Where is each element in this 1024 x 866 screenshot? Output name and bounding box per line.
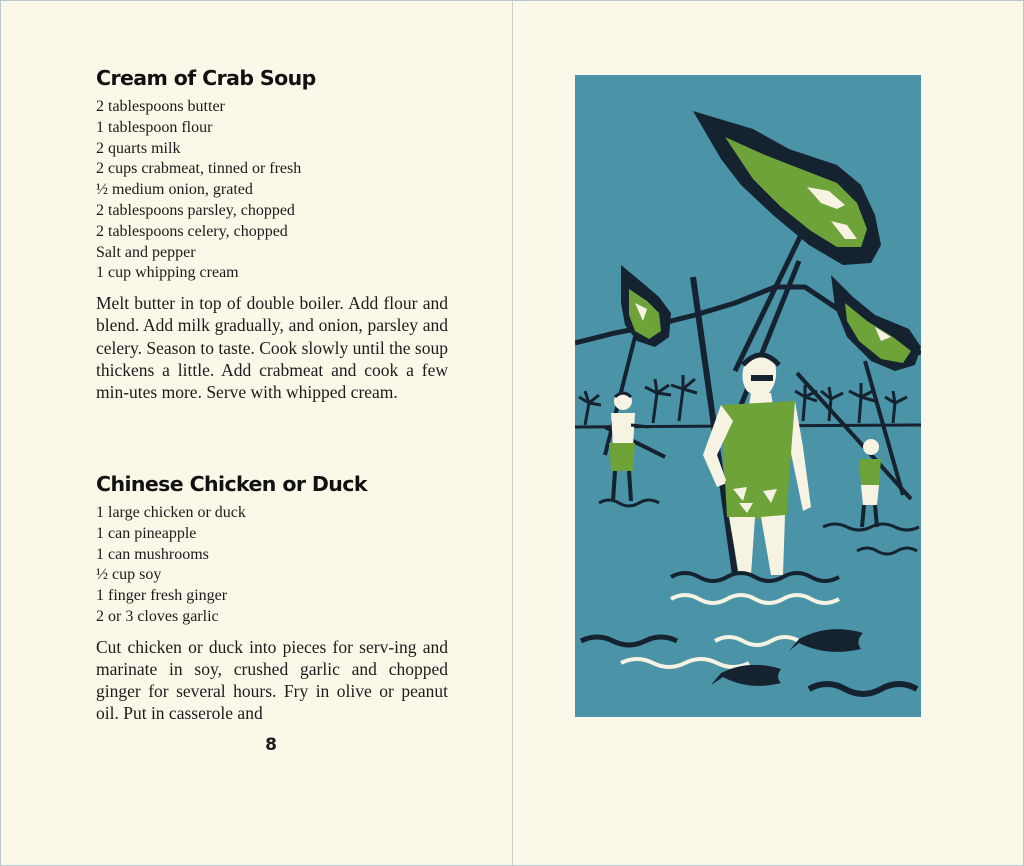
recipe-chinese-chicken-or-duck: [96, 469, 448, 725]
ingredient-item: 2 tablespoons celery, chopped: [96, 222, 288, 240]
ingredient-list: [96, 503, 448, 628]
recipe-method: Melt butter in top of double boiler. Add flour and blend. Add milk gradually, and onion, parsley and celery. Season to taste. Cook slowly until the soup thickens a little. Add crabmeat and cook a few min-utes more. Serve with whipped cream.: [96, 293, 448, 402]
illustration-svg: [575, 75, 921, 717]
ingredient-item: 1 can pineapple: [96, 524, 197, 542]
torch-fishing-illustration: [575, 75, 921, 717]
ingredient-item: 1 can mushrooms: [96, 545, 209, 563]
recipe-cream-of-crab-soup: [96, 63, 448, 403]
ingredient-item: ½ medium onion, grated: [96, 181, 253, 199]
recipe-method: Cut chicken or duck into pieces for serv-ing and marinate in soy, crushed garlic and chopped ginger for several hours. Fry in olive or peanut oil. Put in casserole and: [96, 636, 448, 724]
ingredient-item: 2 quarts milk: [96, 139, 181, 157]
ingredient-item: 2 tablespoons butter: [96, 98, 225, 115]
ingredient-list: [96, 97, 448, 284]
left-page: [1, 1, 512, 865]
page-number: 8: [265, 735, 277, 755]
ingredient-item: 1 tablespoon flour: [96, 118, 213, 136]
ingredient-item: ½ cup soy: [96, 566, 162, 584]
ingredient-item: 2 tablespoons parsley, chopped: [96, 201, 295, 219]
recipe-title: Chinese Chicken or Duck: [96, 472, 367, 496]
ingredient-item: 1 large chicken or duck: [96, 504, 246, 521]
recipe-title: Cream of Crab Soup: [96, 66, 316, 90]
ingredient-item: 1 cup whipping cream: [96, 264, 239, 282]
ingredient-item: 2 or 3 cloves garlic: [96, 607, 219, 625]
ingredient-item: Salt and pepper: [96, 243, 196, 261]
right-page: [513, 1, 1023, 865]
ingredient-item: 2 cups crabmeat, tinned or fresh: [96, 160, 302, 178]
ingredient-item: 1 finger fresh ginger: [96, 587, 228, 605]
